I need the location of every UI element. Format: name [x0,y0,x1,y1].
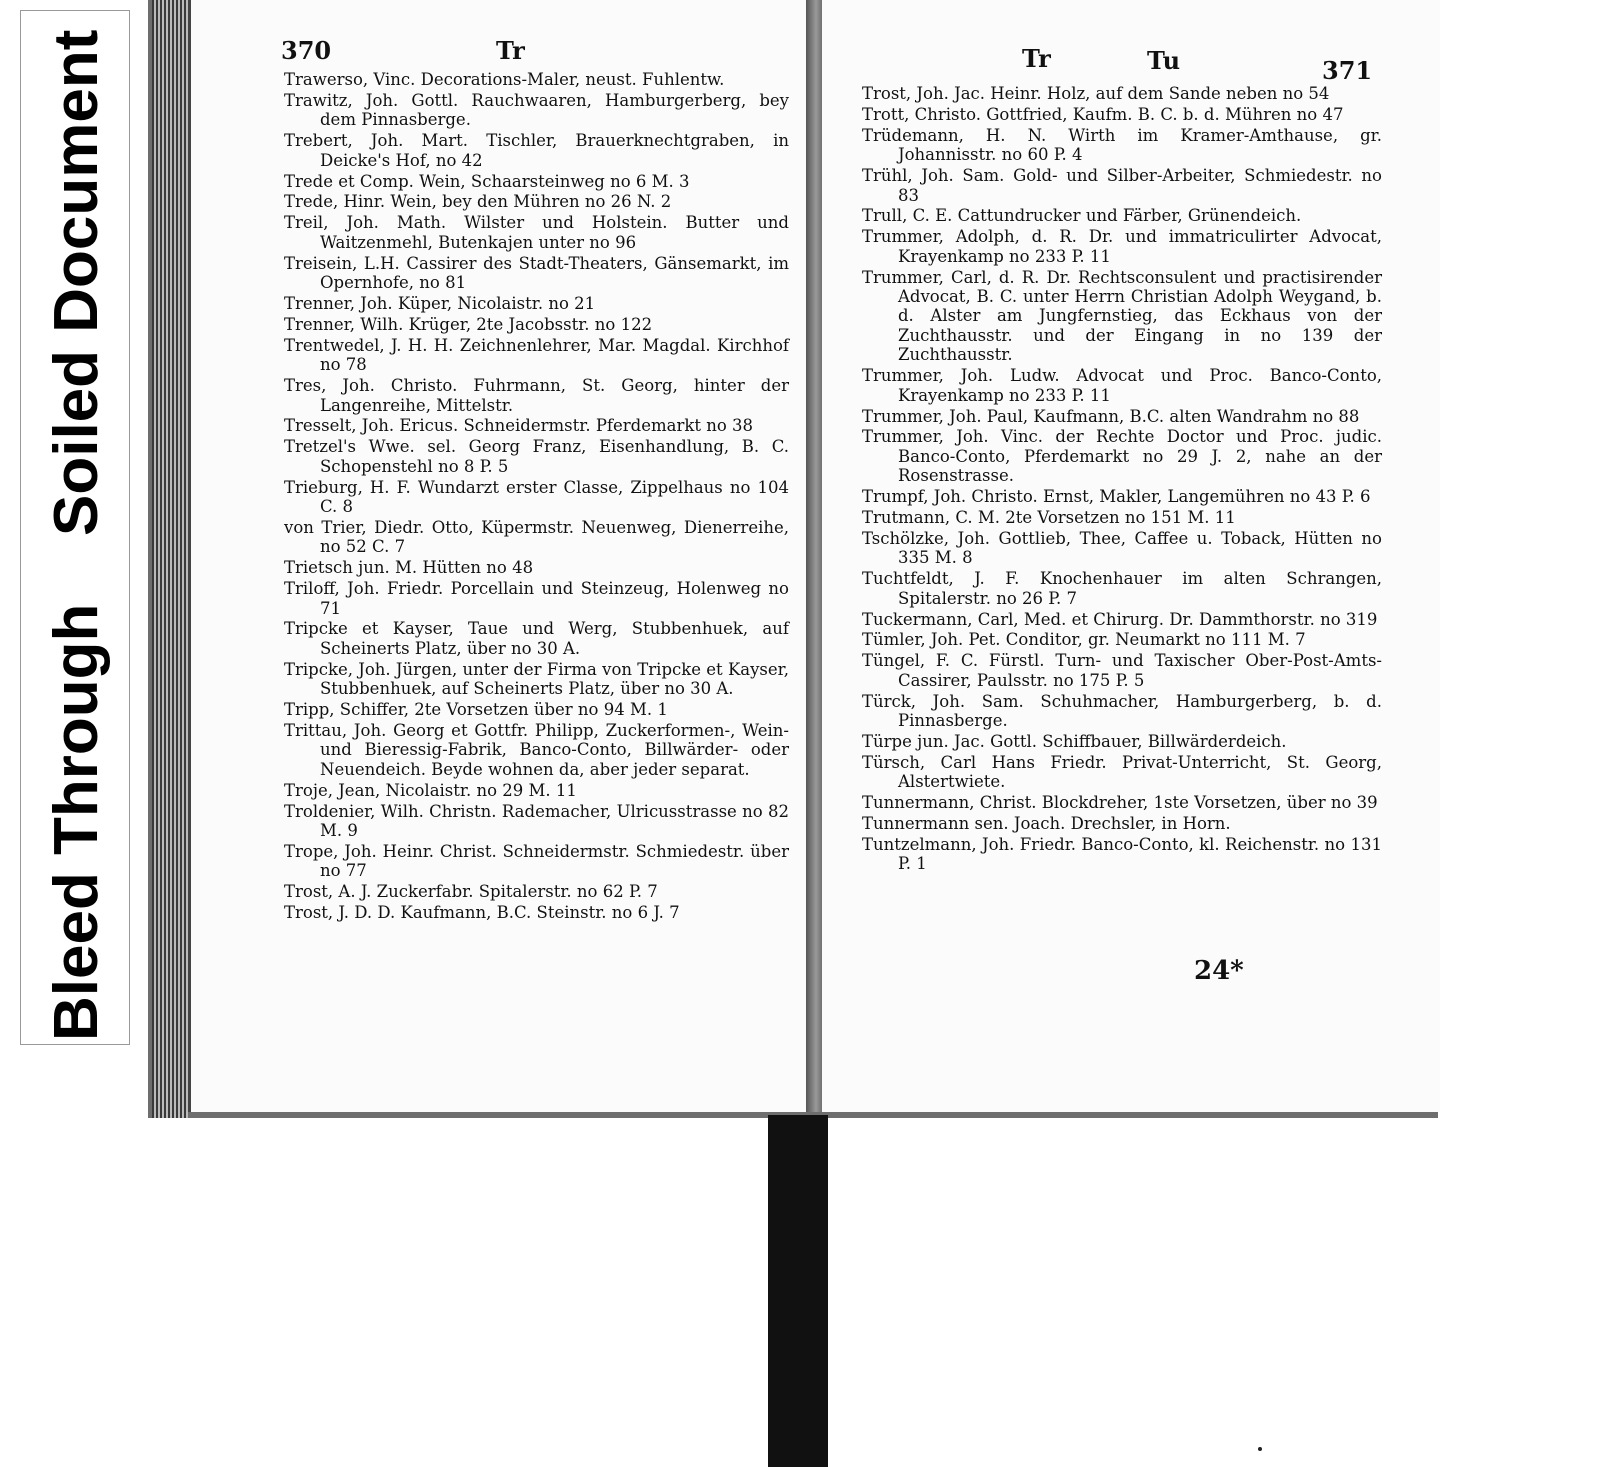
directory-entry: Tripcke, Joh. Jürgen, unter der Firma von Tripcke et Kayser, Stubbenhuek, auf Scheinerts Platz, über no 30 A. [284,659,789,699]
directory-entry: von Trier, Diedr. Otto, Küpermstr. Neuenweg, Dienerreihe, no 52 C. 7 [284,517,789,557]
image-label [20,10,130,1045]
directory-entry: Tüngel, F. C. Fürstl. Turn- und Taxischer Ober-Post-Amts-Cassirer, Paulsstr. no 175 P. 5 [862,651,1382,690]
directory-entry: Türck, Joh. Sam. Schuhmacher, Hamburgerberg, b. d. Pinnasberge. [862,691,1382,731]
left-entry-list [284,70,789,924]
directory-entry: Trede, Hinr. Wein, bey den Mühren no 26 N. 2 [284,192,672,212]
directory-entry: Trull, C. E. Cattundrucker und Färber, Grünendeich. [862,206,1302,226]
right-entry-list [862,84,1382,875]
directory-entry: Trope, Joh. Heinr. Christ. Schneidermstr. Schmiedestr. über no 77 [284,841,789,881]
directory-entry: Trebert, Joh. Mart. Tischler, Brauerknechtgraben, in Deicke's Hof, no 42 [284,131,789,170]
directory-entry: Tresselt, Joh. Ericus. Schneidermstr. Pferdemarkt no 38 [284,416,754,436]
directory-entry: Trost, Joh. Jac. Heinr. Holz, auf dem Sande neben no 54 [862,84,1330,103]
directory-entry: Trost, J. D. D. Kaufmann, B.C. Steinstr. no 6 J. 7 [284,903,680,923]
directory-entry: Tres, Joh. Christo. Fuhrmann, St. Georg, hinter der Langenreihe, Mittelstr. [284,376,789,415]
directory-entry: Tunnermann, Christ. Blockdreher, 1ste Vorsetzen, über no 39 [862,793,1378,813]
directory-entry: Trost, A. J. Zuckerfabr. Spitalerstr. no 62 P. 7 [284,882,658,902]
page-edges [152,0,188,1118]
directory-entry: Türsch, Carl Hans Friedr. Privat-Unterricht, St. Georg, Alstertwiete. [862,752,1382,792]
label-bleed-through: Bleed Through [42,603,111,1041]
left-page-number: 370 [281,36,332,65]
directory-entry: Tschölzke, Joh. Gottlieb, Thee, Caffee u. Toback, Hütten no 335 M. 8 [862,528,1382,568]
left-running-head: Tr [496,36,525,65]
directory-entry: Treil, Joh. Math. Wilster und Holstein. Butter und Waitzenmehl, Butenkajen unter no 96 [284,213,789,252]
directory-entry: Trott, Christo. Gottfried, Kaufm. B. C. b. d. Mühren no 47 [862,104,1344,124]
directory-entry: Trietsch jun. M. Hütten no 48 [284,558,534,578]
directory-entry: Trenner, Joh. Küper, Nicolaistr. no 21 [284,293,596,313]
directory-entry: Tripcke et Kayser, Taue und Werg, Stubbenhuek, auf Scheinerts Platz, über no 30 A. [284,619,789,658]
right-page [822,0,1440,1112]
directory-entry: Trummer, Adolph, d. R. Dr. und immatriculirter Advocat, Krayenkamp no 233 P. 11 [862,227,1382,266]
directory-entry: Trummer, Joh. Paul, Kaufmann, B.C. alten Wandrahm no 88 [862,406,1360,426]
right-running-head-tu: Tu [1147,46,1181,75]
directory-entry: Trutmann, C. M. 2te Vorsetzen no 151 M. 11 [862,508,1236,528]
directory-entry: Trüdemann, H. N. Wirth im Kramer-Amthause, gr. Johannisstr. no 60 P. 4 [862,125,1382,165]
directory-entry: Tuntzelmann, Joh. Friedr. Banco-Conto, kl. Reichenstr. no 131 P. 1 [862,835,1382,874]
directory-entry: Trummer, Joh. Ludw. Advocat und Proc. Banco-Conto, Krayenkamp no 233 P. 11 [862,366,1382,405]
directory-entry: Tunnermann sen. Joach. Drechsler, in Horn. [862,814,1231,834]
directory-entry: Trenner, Wilh. Krüger, 2te Jacobsstr. no 122 [284,314,653,334]
directory-entry: Trittau, Joh. Georg et Gottfr. Philipp, Zuckerformen-, Wein- und Bieressig-Fabrik, Banco-Conto, Billwärder- oder Neuendeich. Beyde wohnen da, aber jeder separat. [284,721,789,779]
binding-strip [768,1115,828,1467]
directory-entry: Tümler, Joh. Pet. Conditor, gr. Neumarkt no 111 M. 7 [862,630,1306,650]
directory-entry: Türpe jun. Jac. Gottl. Schiffbauer, Billwärderdeich. [862,732,1287,751]
directory-entry: Tretzel's Wwe. sel. Georg Franz, Eisenhandlung, B. C. Schopenstehl no 8 P. 5 [284,437,789,476]
directory-entry: Trummer, Joh. Vinc. der Rechte Doctor und Proc. judic. Banco-Conto, Pferdemarkt no 29 J. 2, nahe an der Rosenstrasse. [862,427,1382,486]
signature-mark: 24* [1194,956,1244,986]
directory-entry: Troldenier, Wilh. Christn. Rademacher, Ulricusstrasse no 82 M. 9 [284,801,789,841]
directory-entry: Trawerso, Vinc. Decorations-Maler, neust. Fuhlentw. [284,70,725,89]
directory-entry: Trumpf, Joh. Christo. Ernst, Makler, Langemühren no 43 P. 6 [862,487,1371,507]
directory-entry: Trummer, Carl, d. R. Dr. Rechtsconsulent und practisirender Advocat, B. C. unter Herrn Christian Adolph Weygand, b. d. Alster am Jungfernstieg, das Eckhaus von der Zuchthausstr. und der Eingang in no 139 der Zuchthausstr. [862,267,1382,365]
right-page-number: 371 [1322,56,1373,85]
directory-entry: Tuckermann, Carl, Med. et Chirurg. Dr. Dammthorstr. no 319 [862,609,1378,629]
directory-entry: Trühl, Joh. Sam. Gold- und Silber-Arbeiter, Schmiedestr. no 83 [862,166,1382,205]
speck [1258,1447,1262,1451]
directory-entry: Trede et Comp. Wein, Schaarsteinweg no 6 M. 3 [284,171,690,191]
directory-entry: Trieburg, H. F. Wundarzt erster Classe, Zippelhaus no 104 C. 8 [284,477,789,517]
directory-entry: Troje, Jean, Nicolaistr. no 29 M. 11 [284,780,577,800]
directory-entry: Triloff, Joh. Friedr. Porcellain und Steinzeug, Holenweg no 71 [284,579,789,618]
directory-entry: Trawitz, Joh. Gottl. Rauchwaaren, Hamburgerberg, bey dem Pinnasberge. [284,90,789,130]
label-soiled-document: Soiled Document [42,29,111,536]
directory-entry: Trentwedel, J. H. H. Zeichnenlehrer, Mar. Magdal. Kirchhof no 78 [284,335,789,375]
directory-entry: Tripp, Schiffer, 2te Vorsetzen über no 94 M. 1 [284,700,668,720]
directory-entry: Treisein, L.H. Cassirer des Stadt-Theaters, Gänsemarkt, im Opernhofe, no 81 [284,253,789,293]
right-running-head-tr: Tr [1022,44,1051,73]
directory-entry: Tuchtfeldt, J. F. Knochenhauer im alten Schrangen, Spitalerstr. no 26 P. 7 [862,569,1382,608]
left-page [188,0,810,1112]
